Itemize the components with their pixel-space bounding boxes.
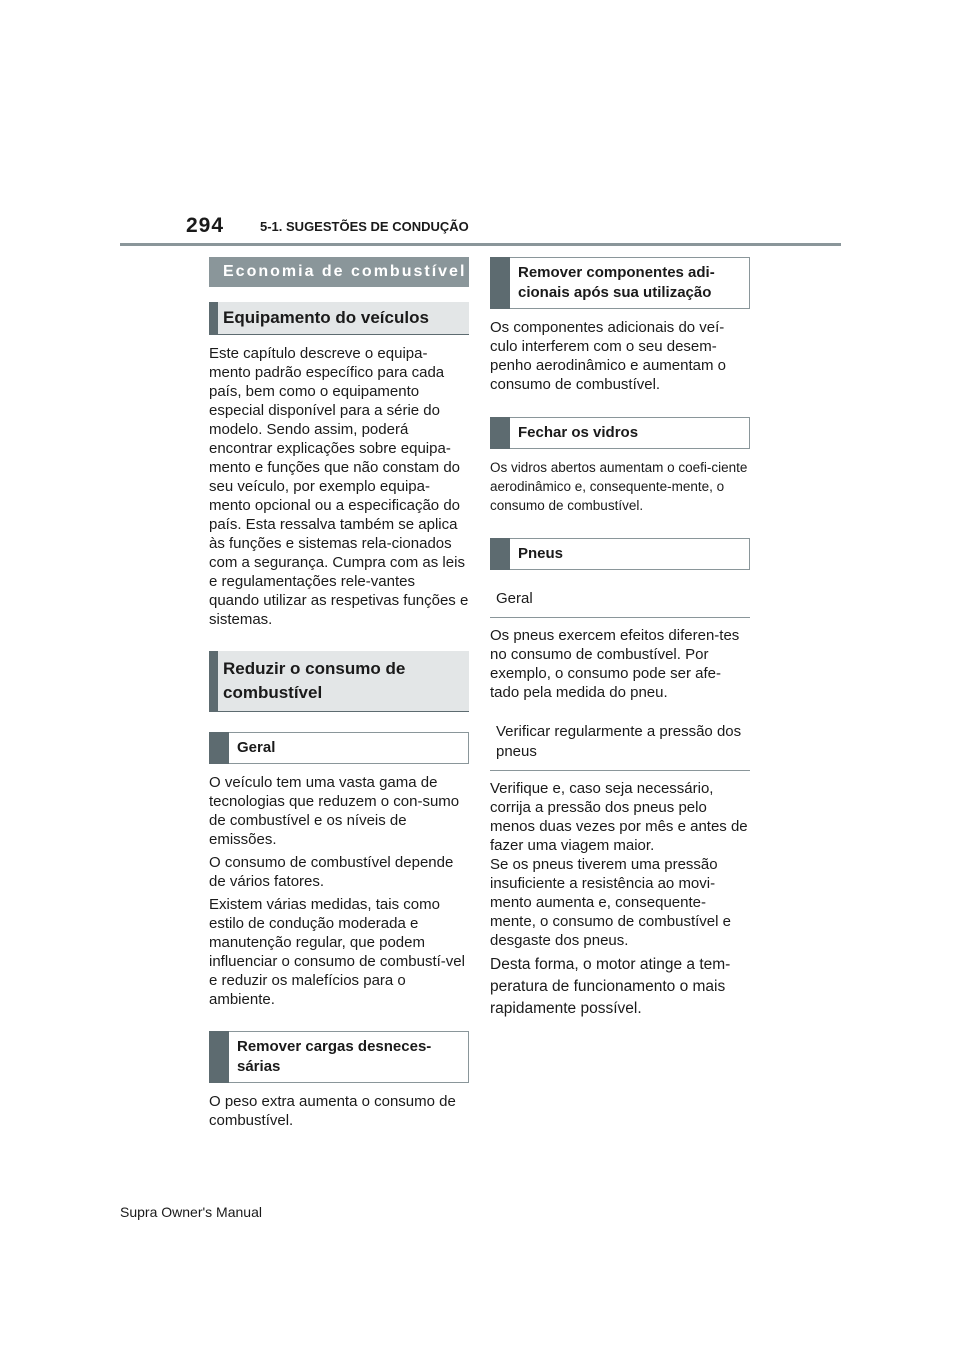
paragraph-fechar-vidros: Os vidros abertos aumentam o coefi-ciente aerodinâmico e, consequente-mente, o consumo de combustível.: [490, 460, 748, 513]
paragraph-remover-componentes: Os componentes adicionais do veí-culo interferem com o seu desem-penho aerodinâmico e aumentam o consumo de combustível.: [490, 319, 726, 393]
paragraph-pneus-geral: Os pneus exercem efeitos diferen-tes no consumo de combustível. Por exemplo, o consumo pode ser afe-tado pela medida do pneu.: [490, 627, 740, 701]
paragraph-pressao-1: Verifique e, caso seja necessário, corrija a pressão dos pneus pelo menos duas vezes por mês e antes de fazer uma viagem maior.: [490, 780, 748, 854]
paragraph-pressao-2: Se os pneus tiverem uma pressão insuficiente a resistência ao movi-mento aumenta e, consequente-mente, o consumo de combustível e desgaste dos pneus.: [490, 856, 731, 949]
section-banner: Economia de combustível: [209, 257, 469, 287]
paragraph-pressao-3: Desta forma, o motor atinge a tem-peratura de funcionamento o mais rapidamente possível.: [490, 956, 731, 1017]
heading-equipamento: Equipamento do veículos: [209, 302, 469, 335]
heading-pneus: Pneus: [490, 538, 750, 570]
right-column: [490, 257, 750, 1020]
paragraph-equipamento: Este capítulo descreve o equipa-mento padrão específico para cada país, bem como o equipamento especial disponível para a série do modelo. Sendo assim, poderá encontrar explicações sobre equipa-mento e funções que não constam do seu veículo, por exemplo equipa-mento opcional ou a especificação do país. Esta ressalva também se aplica às funções e sistemas rela-cionados com a segurança. Cumpra com as leis e regulamentações rele-vantes quando utilizar as respetivas funções e sistemas.: [209, 345, 469, 628]
page-number: 294: [186, 214, 225, 237]
paragraph-geral-2: O consumo de combustível depende de vários fatores.: [209, 854, 454, 890]
header-divider: [120, 243, 841, 246]
paragraph-geral-1: O veículo tem uma vasta gama de tecnologias que reduzem o con-sumo de combustível e os níveis de emissões.: [209, 774, 460, 848]
left-column: [209, 257, 469, 1130]
heading-pneus-geral: Geral: [490, 582, 750, 618]
heading-fechar-vidros: Fechar os vidros: [490, 417, 750, 449]
paragraph-remover-cargas: O peso extra aumenta o consumo de combustível.: [209, 1093, 456, 1129]
heading-remover-cargas: Remover cargas desneces-sárias: [209, 1031, 469, 1083]
chapter-title: 5-1. SUGESTÕES DE CONDUÇÃO: [260, 219, 469, 234]
paragraph-geral-3: Existem várias medidas, tais como estilo de condução moderada e manutenção regular, que podem influenciar o consumo de combustí-vel e reduzir os malefícios para o ambiente.: [209, 896, 465, 1008]
heading-reduzir-consumo: Reduzir o consumo de combustível: [209, 651, 469, 712]
heading-remover-componentes: Remover componentes adi-cionais após sua utilização: [490, 257, 750, 309]
footer-manual-title: Supra Owner's Manual: [120, 1204, 262, 1220]
heading-verificar-pressao: Verificar regularmente a pressão dos pneus: [490, 715, 750, 771]
heading-geral: Geral: [209, 732, 469, 764]
